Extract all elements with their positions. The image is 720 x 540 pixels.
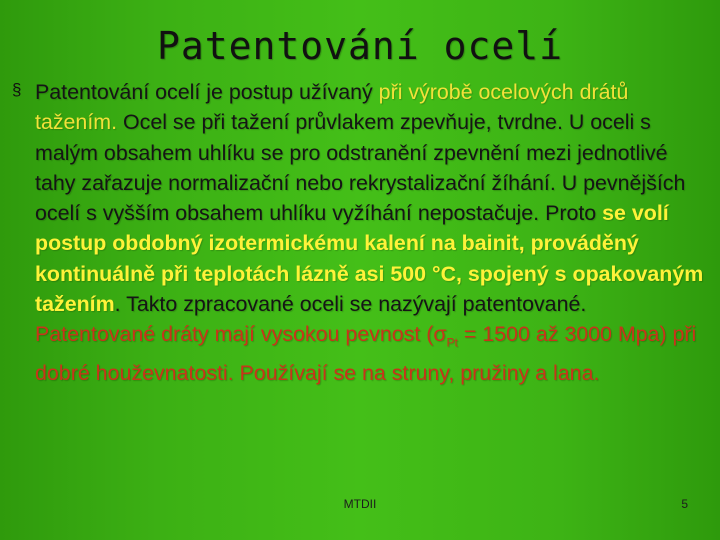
bullet-marker-icon: § — [12, 80, 22, 99]
text-patented: . Takto zpracované oceli se nazývají patentované. — [114, 292, 587, 317]
slide-title: Patentování ocelí — [157, 24, 563, 68]
text-body: Ocel se při tažení průvlakem zpevňuje, tvrdne. U oceli s malým obsahem uhlíku se pro odstranění zpevnění mezi jednotlivé tahy zařazuje normalizační nebo rekrystalizační žíhání. U pevnějších ocelí s vyšším obsahem uhlíku vyžíhání nepostačuje. Proto — [35, 110, 686, 226]
page-number: 5 — [681, 497, 688, 511]
sigma-symbol: σ — [433, 322, 447, 347]
text-strength: Patentované dráty mají vysokou pevnost ( — [35, 322, 434, 347]
footer-label: MTDII — [343, 497, 377, 511]
text-intro: Patentování ocelí je postup užívaný — [35, 80, 379, 104]
text-highlight-drawing: při výrobě ocelových drátů tažením. — [35, 80, 629, 135]
bullet-paragraph — [8, 77, 712, 388]
sigma-subscript: Pt — [446, 335, 458, 350]
bullet-text — [35, 77, 712, 388]
text-usage: = 1500 až 3000 Mpa) při dobré houževnatosti. Používají se na struny, pružiny a lana. — [35, 322, 697, 385]
text-highlight-bainit: se volí postup obdobný izotermickému kalení na bainit, prováděný kontinuálně při teplotách lázně asi 500 °C, spojený s opakovaným tažením — [35, 201, 704, 317]
